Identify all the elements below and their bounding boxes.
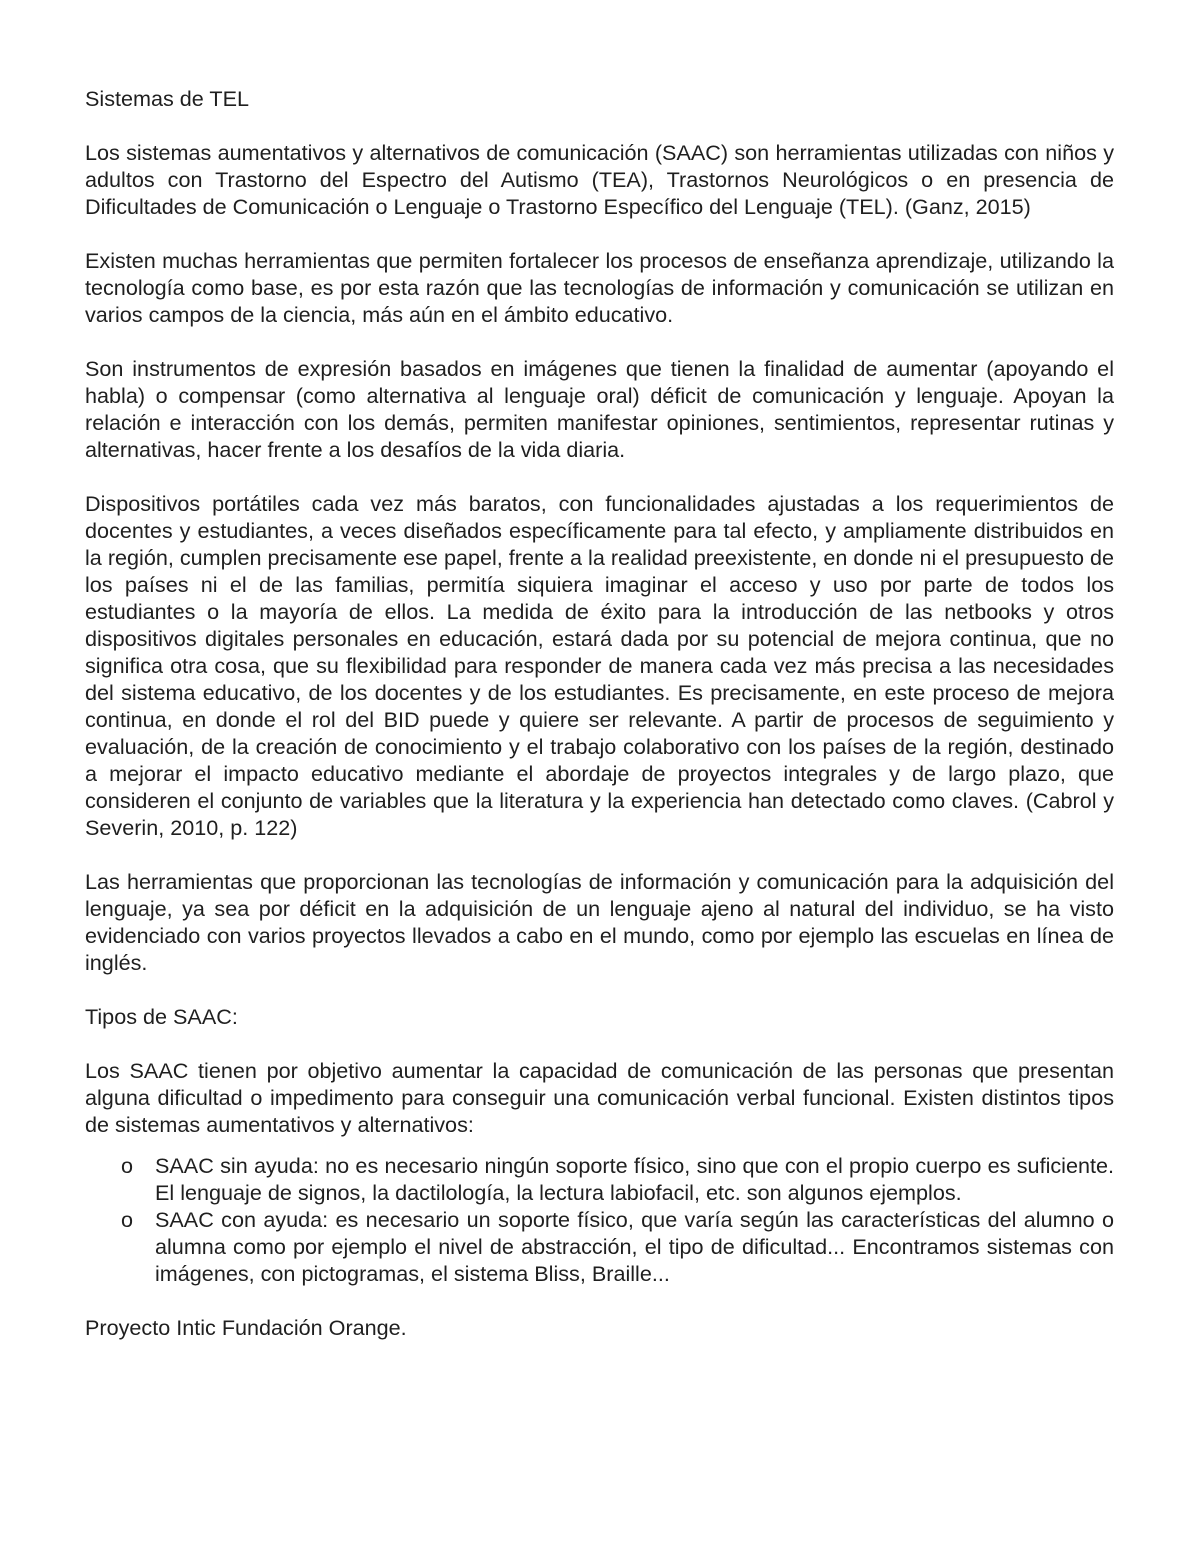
paragraph-saac-intro: Los SAAC tienen por objetivo aumentar la capacidad de comunicación de las personas que presentan alguna dificultad o impedimento para conseguir una comunicación verbal funcional. Existen distintos tipos de sistemas aumentativos y alternativos:: [85, 1058, 1114, 1137]
list-item-con-ayuda: [85, 1206, 1114, 1287]
document-title: Sistemas de TEL: [85, 86, 250, 111]
closing-line: Proyecto Intic Fundación Orange.: [85, 1315, 407, 1340]
saac-types-list: [85, 1152, 1114, 1287]
paragraph-dispositivos: Dispositivos portátiles cada vez más baratos, con funcionalidades ajustadas a los requerimientos de docentes y estudiantes, a veces diseñados específicamente para tal efecto, y ampliamente distribuidos en la región, cumplen precisamente ese papel, frente a la realidad preexistente, en donde ni el presupuesto de los países ni el de las familias, permitía siquiera imaginar el acceso y uso por parte de todos los estudiantes o la mayoría de ellos. La medida de éxito para la introducción de las netbooks y otros dispositivos digitales personales en educación, estará dada por su potencial de mejora continua, que no significa otra cosa, que su flexibilidad para responder de manera cada vez más precisa a las necesidades del sistema educativo, de los docentes y de los estudiantes. Es precisamente, en este proceso de mejora continua, en donde el rol del BID puede y quiere ser relevante. A partir de procesos de seguimiento y evaluación, de la creación de conocimiento y el trabajo colaborativo con los países de la región, destinado a mejorar el impacto educativo mediante el abordaje de proyectos integrales y de largo plazo, que consideren el conjunto de variables que la literatura y la experiencia han detectado como claves. (Cabrol y Severin, 2010, p. 122): [85, 491, 1114, 840]
paragraph-herramientas: Existen muchas herramientas que permiten fortalecer los procesos de enseñanza aprendizaje, utilizando la tecnología como base, es por esta razón que las tecnologías de información y comunicación se utilizan en varios campos de la ciencia, más aún en el ámbito educativo.: [85, 248, 1114, 327]
bullet-marker: o: [121, 1207, 134, 1232]
bullet-marker: o: [121, 1153, 134, 1178]
section-heading-tipos: Tipos de SAAC:: [85, 1004, 238, 1029]
list-item-text: SAAC con ayuda: es necesario un soporte físico, que varía según las características del alumno o alumna como por ejemplo el nivel de abstracción, el tipo de dificultad... Encontramos sistemas con imágenes, con pictogramas, el sistema Bliss, Braille...: [155, 1207, 1114, 1286]
paragraph-saac-definition: Los sistemas aumentativos y alternativos de comunicación (SAAC) son herramientas utilizadas con niños y adultos con Trastorno del Espectro del Autismo (TEA), Trastornos Neurológicos o en presencia de Dificultades de Comunicación o Lenguaje o Trastorno Específico del Lenguaje (TEL). (Ganz, 2015): [85, 140, 1114, 219]
list-item-text: SAAC sin ayuda: no es necesario ningún soporte físico, sino que con el propio cuerpo es suficiente. El lenguaje de signos, la dactilología, la lectura labiofacil, etc. son algunos ejemplos.: [155, 1153, 1114, 1205]
list-item-sin-ayuda: [85, 1152, 1114, 1206]
document-page: [85, 85, 1114, 1368]
paragraph-adquisicion-lenguaje: Las herramientas que proporcionan las tecnologías de información y comunicación para la adquisición del lenguaje, ya sea por déficit en la adquisición de un lenguaje ajeno al natural del individuo, se ha visto evidenciado con varios proyectos llevados a cabo en el mundo, como por ejemplo las escuelas en línea de inglés.: [85, 869, 1114, 975]
paragraph-instrumentos: Son instrumentos de expresión basados en imágenes que tienen la finalidad de aumentar (apoyando el habla) o compensar (como alternativa al lenguaje oral) déficit de comunicación y lenguaje. Apoyan la relación e interacción con los demás, permiten manifestar opiniones, sentimientos, representar rutinas y alternativas, hacer frente a los desafíos de la vida diaria.: [85, 356, 1114, 462]
